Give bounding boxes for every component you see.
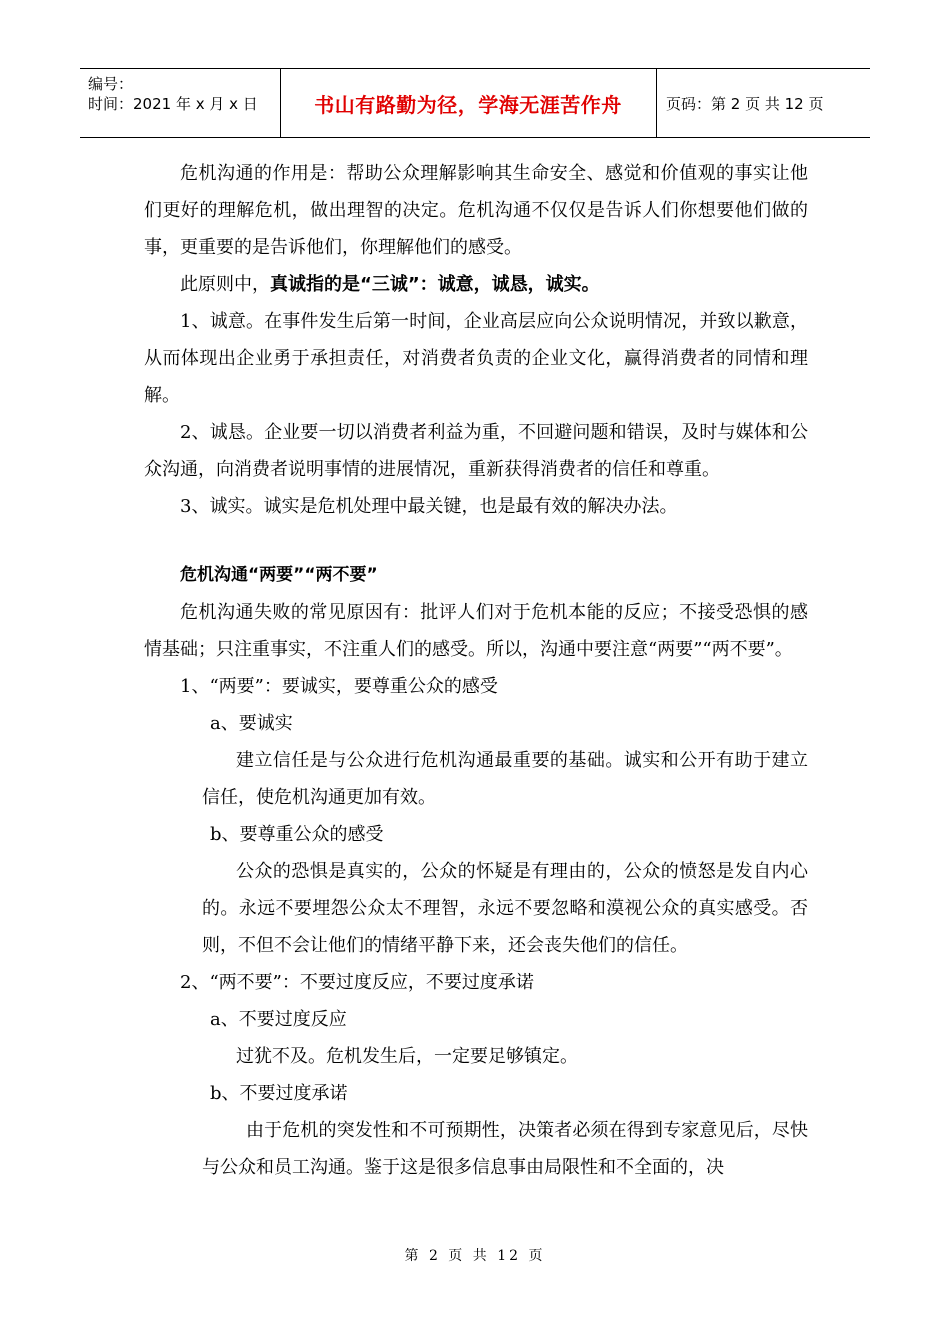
sub-item-no-overpromise-text: 由于危机的突发性和不可预期性，决策者必须在得到专家意见后，尽快与公众和员工沟通。鉴于这是很多信息事由局限性和不全面的，决: [202, 1120, 808, 1178]
sub-item-no-overpromise: b、不要过度承诺: [210, 1083, 348, 1104]
document-time-label: 时间：2021 年 x 月 x 日: [88, 95, 258, 113]
header-page-info: 页码：第 2 页 共 12 页: [666, 94, 824, 113]
paragraph-role-of-crisis-communication: 危机沟通的作用是：帮助公众理解影响其生命安全、感觉和价值观的事实让他们更好的理解危机，做出理智的决定。危机沟通不仅仅是告诉人们你想要他们做的事，更重要的是告诉他们，你理解他们的感受。: [144, 163, 808, 258]
paragraph-failure-causes: 危机沟通失败的常见原因有：批评人们对于危机本能的反应；不接受恐惧的感情基础；只注重事实，不注重人们的感受。所以，沟通中要注意“两要”“两不要”。: [144, 602, 808, 660]
document-number-label: 编号：: [88, 75, 134, 93]
header-motto-cell: [280, 69, 657, 137]
list-item-two-dos: 1、“两要”：要诚实，要尊重公众的感受: [180, 676, 498, 697]
sub-item-no-overreaction: a、不要过度反应: [210, 1009, 347, 1030]
sub-item-be-honest: a、要诚实: [210, 713, 293, 734]
sub-item-be-honest-text: 建立信任是与公众进行危机沟通最重要的基础。诚实和公开有助于建立信任，使危机沟通更加有效。: [202, 750, 808, 808]
sub-item-respect-feelings-text: 公众的恐惧是真实的，公众的怀疑是有理由的，公众的愤怒是发自内心的。永远不要埋怨公众太不理智，永远不要忽略和漠视公众的真实感受。否则，不但不会让他们的情绪平静下来，还会丧失他们的信任。: [202, 861, 808, 956]
paragraph-sincerity-honest: 3、诚实。诚实是危机处理中最关键，也是最有效的解决办法。: [180, 496, 678, 517]
paragraph-sincerity-intent: 1、诚意。在事件发生后第一时间，企业高层应向公众说明情况，并致以歉意，从而体现出企业勇于承担责任，对消费者负责的企业文化，赢得消费者的同情和理解。: [144, 311, 808, 406]
paragraph-prefix: 此原则中，: [180, 274, 270, 295]
paragraph-three-sincerities: [144, 266, 808, 303]
header-meta-cell: [80, 69, 281, 137]
bold-definition: 真诚指的是“三诚”：诚意，诚恳，诚实。: [270, 274, 600, 295]
document-header: [80, 68, 870, 138]
sub-item-no-overreaction-text: 过犹不及。危机发生后，一定要足够镇定。: [236, 1046, 578, 1067]
header-motto: 书山有路勤为径，学海无涯苦作舟: [314, 92, 622, 117]
sub-item-respect-feelings: b、要尊重公众的感受: [210, 824, 384, 845]
document-body: [144, 155, 808, 1186]
list-item-two-donts: 2、“两不要”：不要过度反应，不要过度承诺: [180, 972, 534, 993]
header-page-cell: [656, 69, 870, 137]
page-footer: 第 2 页 共 12 页: [404, 1248, 546, 1264]
section-heading: 危机沟通“两要”“两不要”: [180, 565, 378, 585]
paragraph-sincerity-earnest: 2、诚恳。企业要一切以消费者利益为重，不回避问题和错误，及时与媒体和公众沟通，向消费者说明事情的进展情况，重新获得消费者的信任和尊重。: [144, 422, 808, 480]
